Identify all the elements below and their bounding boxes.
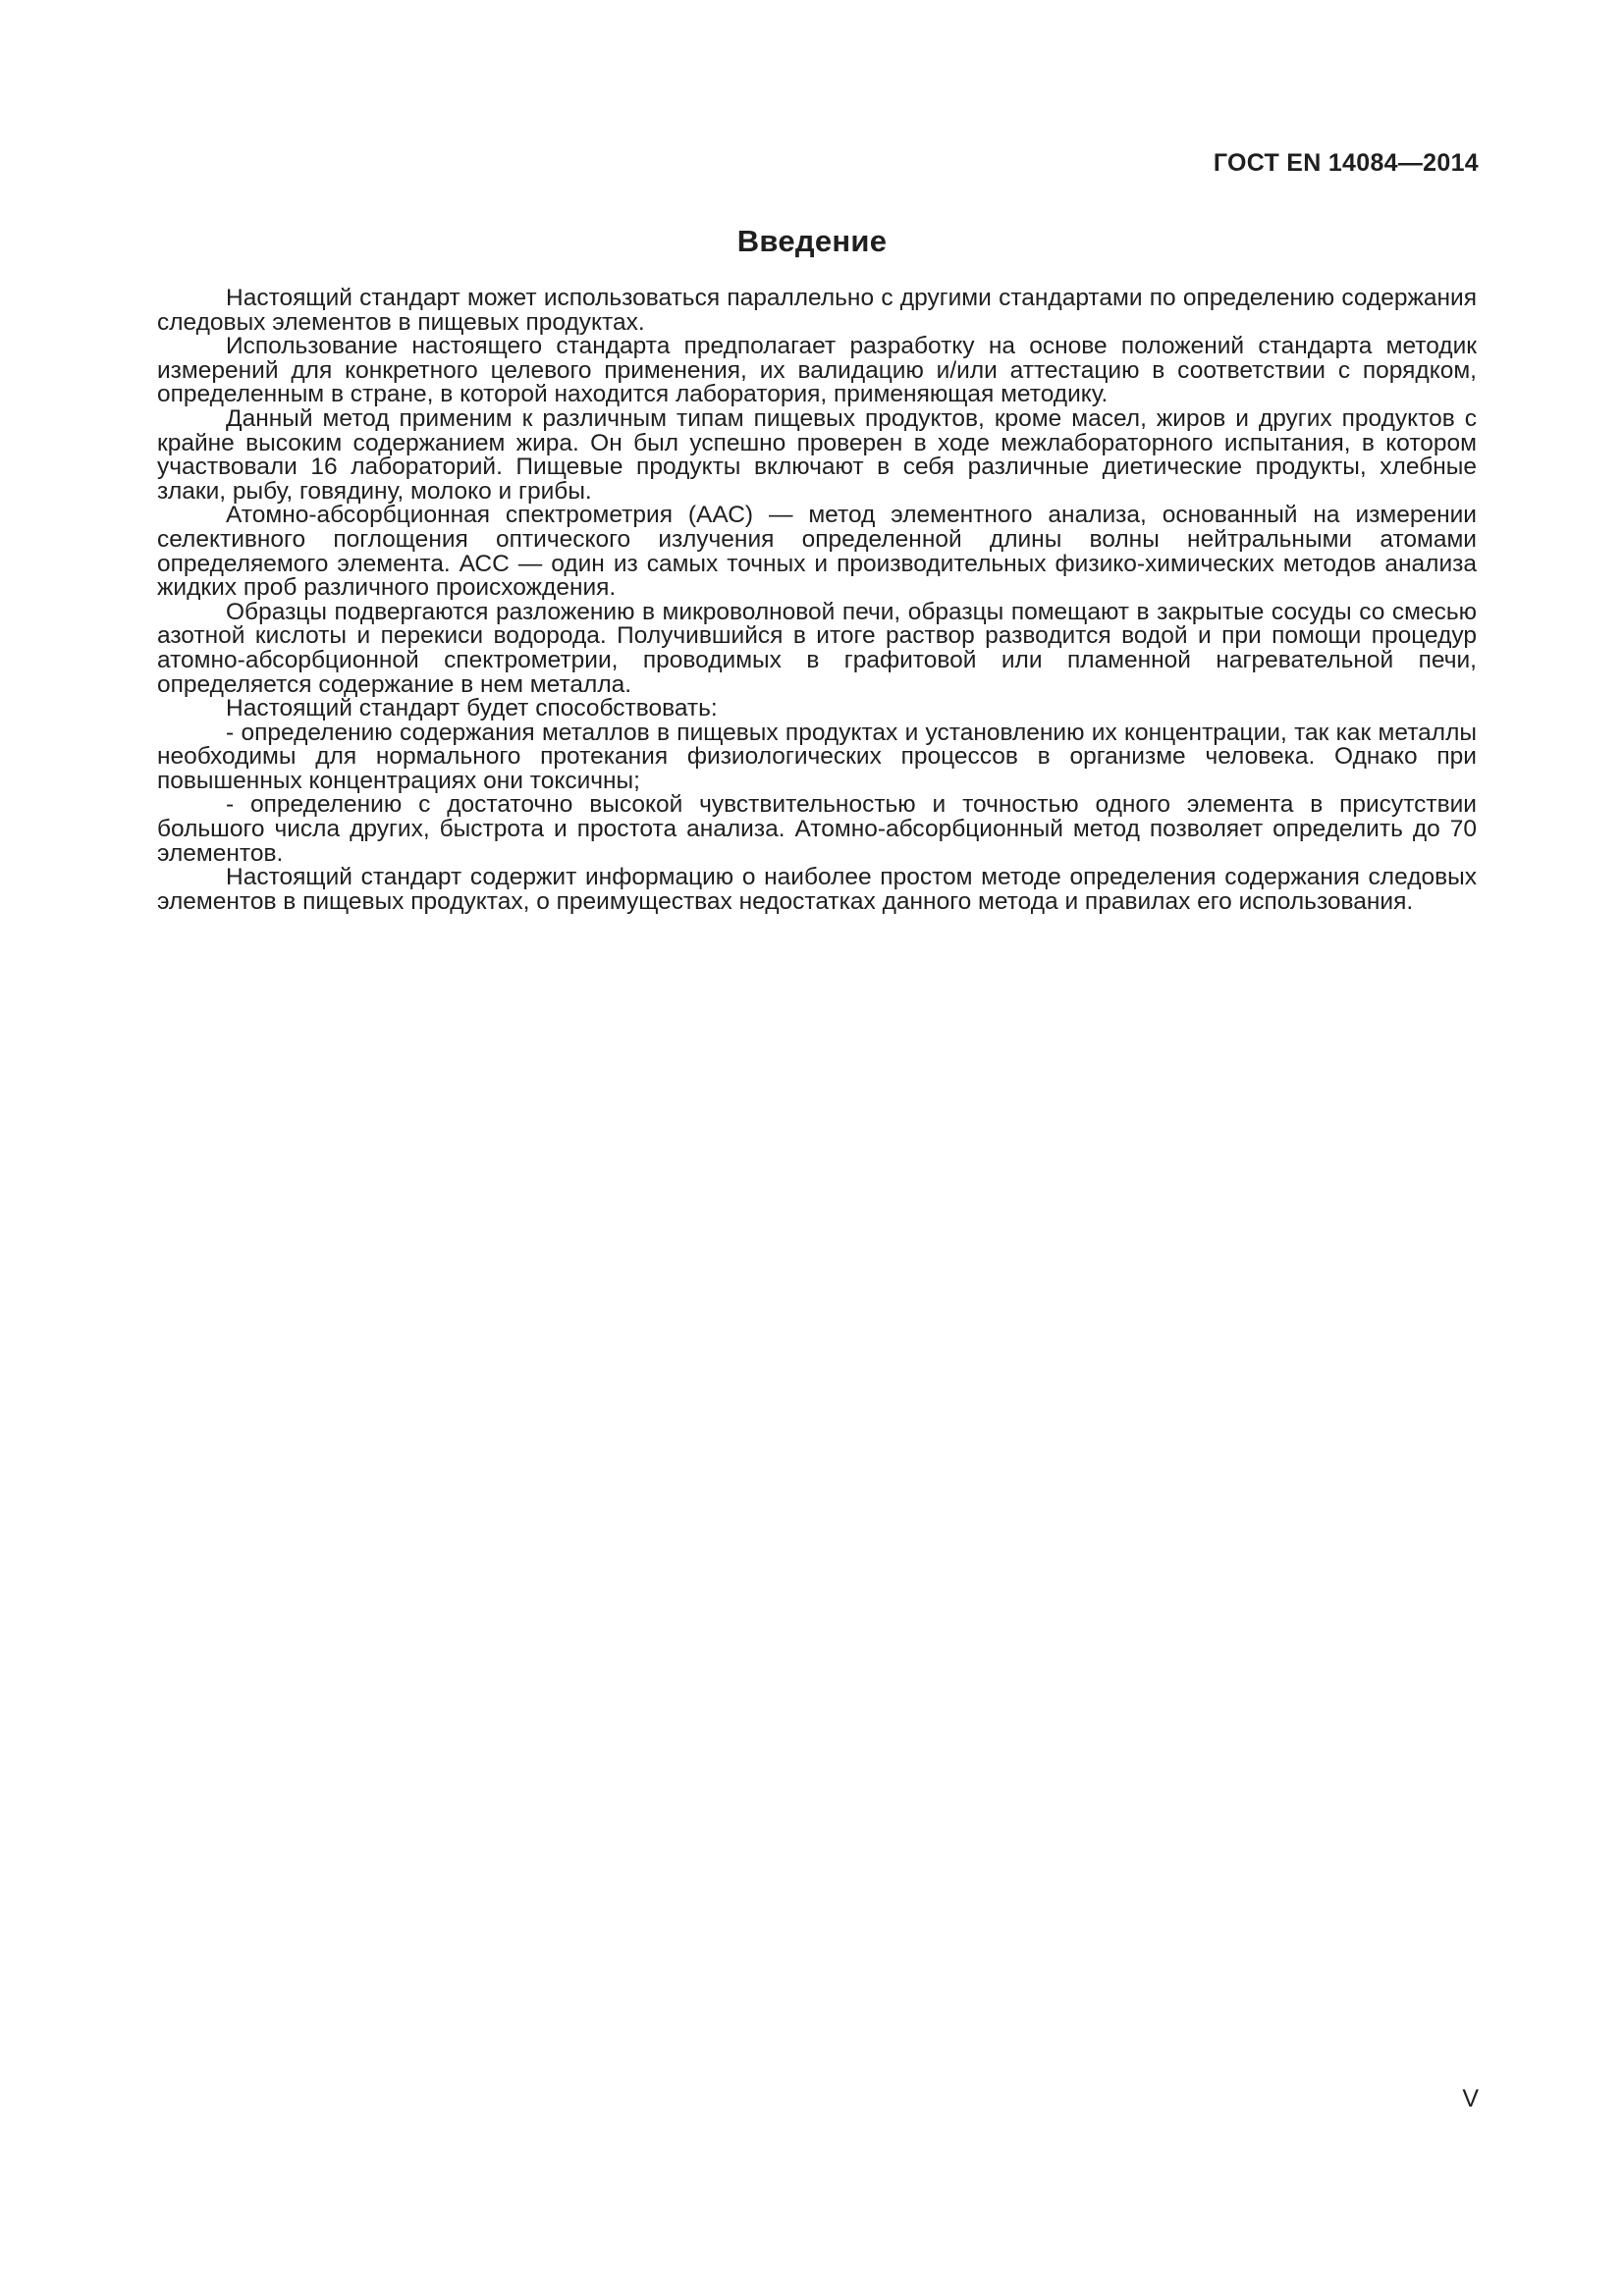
- page-number: V: [1462, 2085, 1479, 2112]
- paragraph: Данный метод применим к различным типам пищевых продуктов, кроме масел, жиров и других продуктов с крайне высоким содержанием жира. Он был успешно проверен в ходе межлабораторного испытания, в котором участвовали 16 лабораторий. Пищевые продукты включают в себя различные диетические продукты, хлебные злаки, рыбу, говядину, молоко и грибы.: [157, 404, 1477, 505]
- list-item: - определению с достаточно высокой чувствительностью и точностью одного элемента в присутствии большого числа других, быстрота и простота анализа. Атомно-абсорбционный метод позволяет определить до 70 элементов.: [157, 791, 1477, 867]
- list-item: - определению содержания металлов в пищевых продуктах и установлению их концентрации, так как металлы необходимы для нормального протекания физиологических процессов в организме человека. Однако при повышенных концентрациях они токсичны;: [157, 719, 1477, 794]
- paragraph: Настоящий стандарт будет способствовать:: [226, 695, 718, 722]
- document-code: ГОСТ EN 14084—2014: [1213, 149, 1479, 177]
- paragraph: Использование настоящего стандарта предполагает разработку на основе положений стандарта методик измерений для конкретного целевого применения, их валидацию и/или аттестацию в соответствии с порядком, определенным в стране, в которой находится лаборатория, применяющая методику.: [157, 333, 1477, 408]
- paragraph: Настоящий стандарт содержит информацию о наиболее простом методе определения содержания следовых элементов в пищевых продуктах, о преимуществах недостатках данного метода и правилах его использования.: [157, 864, 1477, 915]
- paragraph: Настоящий стандарт может использоваться параллельно с другими стандартами по определению содержания следовых элементов в пищевых продуктах.: [157, 285, 1477, 336]
- body-text: [157, 287, 1477, 914]
- section-title: Введение: [736, 224, 888, 258]
- paragraph: Атомно-абсорбционная спектрометрия (ААС) — метод элементного анализа, основанный на измерении селективного поглощения оптического излучения определенной длины волны нейтральными атомами определяемого элемента. АСС — один из самых точных и производительных физико-химических методов анализа жидких проб различного происхождения.: [157, 502, 1477, 602]
- paragraph: Образцы подвергаются разложению в микроволновой печи, образцы помещают в закрытые сосуды со смесью азотной кислоты и перекиси водорода. Получившийся в итоге раствор разводится водой и при помощи процедур атомно-абсорбционной спектрометрии, проводимых в графитовой или пламенной нагревательной печи, определяется содержание в нем металла.: [157, 598, 1477, 698]
